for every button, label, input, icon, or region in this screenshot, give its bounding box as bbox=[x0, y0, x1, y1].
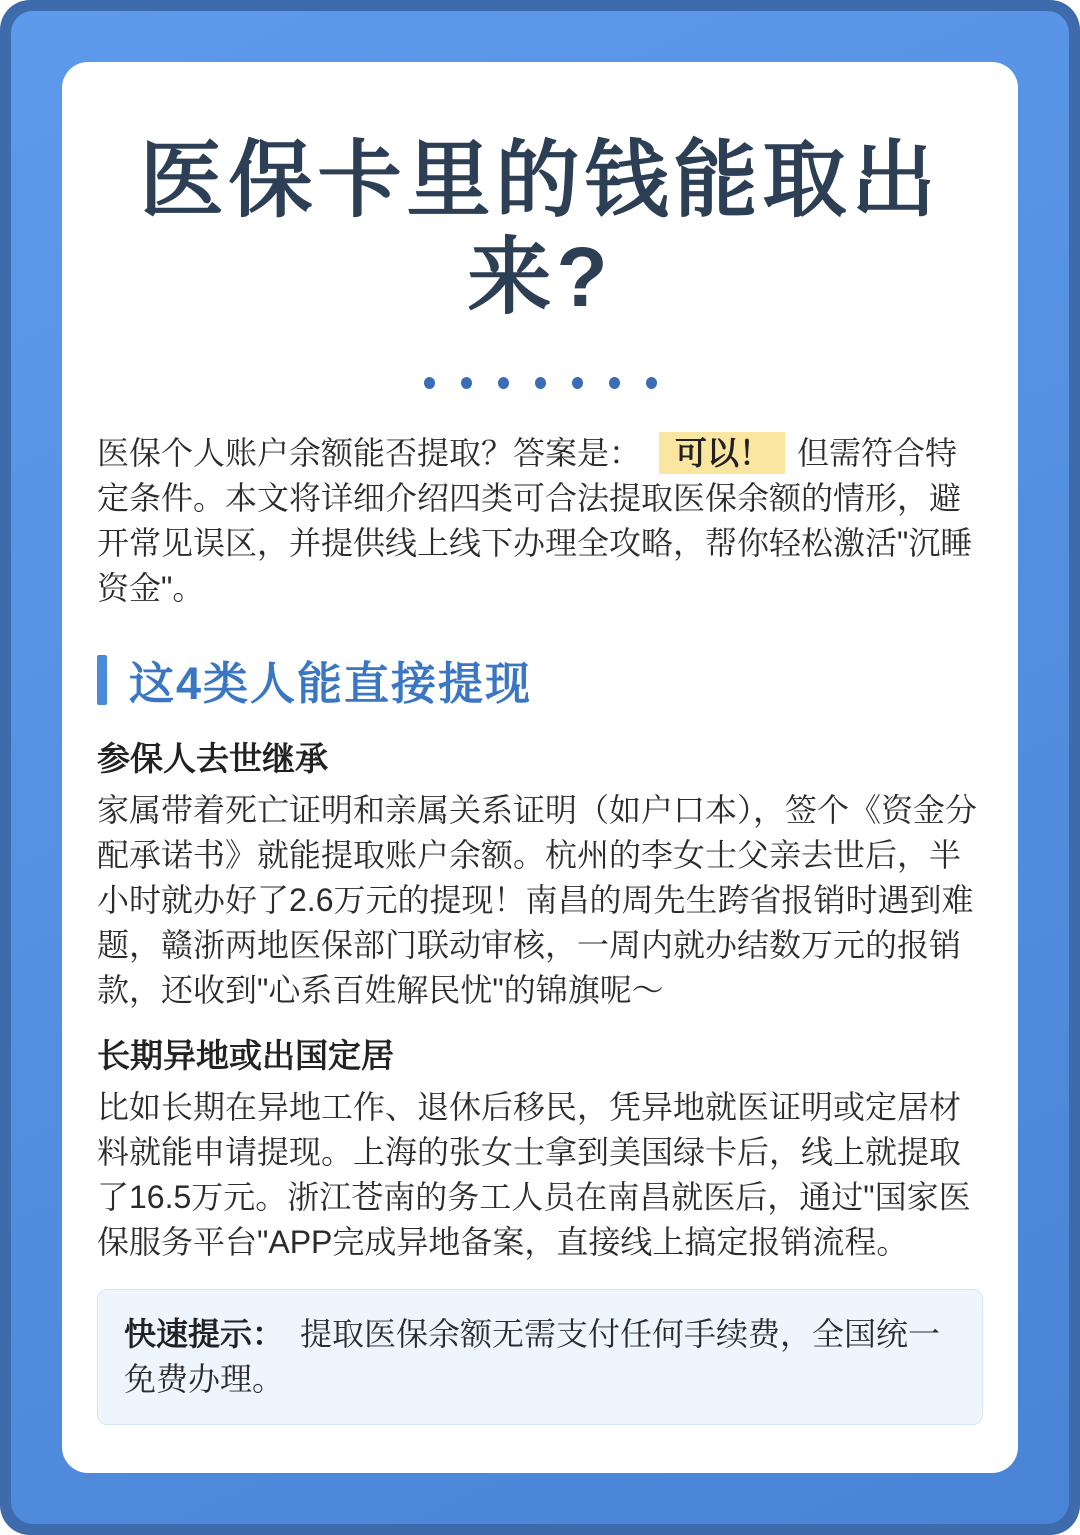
tip-box bbox=[97, 1289, 983, 1425]
dot-icon bbox=[424, 377, 435, 389]
tip-paragraph bbox=[124, 1312, 956, 1402]
list-item bbox=[97, 1035, 983, 1265]
intro-paragraph bbox=[97, 431, 983, 611]
item-subtitle: 长期异地或出国定居 bbox=[97, 1037, 394, 1075]
item-body: 家属带着死亡证明和亲属关系证明（如户口本），签个《资金分配承诺书》就能提取账户余额。杭州的李女士父亲去世后，半小时就办好了2.6万元的提现！南昌的周先生跨省报销时遇到难题，赣浙两地医保部门联动审核，一周内就办结数万元的报销款，还收到"心系百姓解民忧"的锦旗呢～ bbox=[97, 792, 978, 1009]
article-card bbox=[62, 62, 1018, 1473]
list-item bbox=[97, 738, 983, 1013]
intro-text-after: 但需符合特定条件。本文将详细介绍四类可合法提取医保余额的情形，避开常见误区，并提供线上线下办理全攻略，帮你轻松激活"沉睡资金"。 bbox=[97, 435, 973, 607]
dots-divider bbox=[97, 377, 983, 389]
intro-text-before: 医保个人账户余额能否提取？答案是： bbox=[97, 435, 642, 472]
intro-highlight: 可以！ bbox=[659, 432, 785, 474]
item-body: 比如长期在异地工作、退休后移民，凭异地就医证明或定居材料就能申请提现。上海的张女士拿到美国绿卡后，线上就提取了16.5万元。浙江苍南的务工人员在南昌就医后，通过"国家医保服务平台"APP完成异地备案，直接线上搞定报销流程。 bbox=[97, 1088, 971, 1260]
section-heading-bar bbox=[97, 655, 107, 705]
section-heading bbox=[97, 647, 983, 712]
poster-frame bbox=[11, 11, 1069, 1524]
dot-icon bbox=[535, 377, 546, 389]
item-subtitle: 参保人去世继承 bbox=[97, 740, 328, 778]
section-heading-label: 这4类人能直接提现 bbox=[129, 658, 533, 710]
tip-text: 提取医保余额无需支付任何手续费，全国统一免费办理。 bbox=[124, 1315, 941, 1397]
dot-icon bbox=[646, 377, 657, 389]
dot-icon bbox=[498, 377, 509, 389]
dot-icon bbox=[609, 377, 620, 389]
dot-icon bbox=[572, 377, 583, 389]
dot-icon bbox=[461, 377, 472, 389]
page-title: 医保卡里的钱能取出来? bbox=[139, 133, 941, 324]
tip-label: 快速提示： bbox=[124, 1315, 285, 1352]
